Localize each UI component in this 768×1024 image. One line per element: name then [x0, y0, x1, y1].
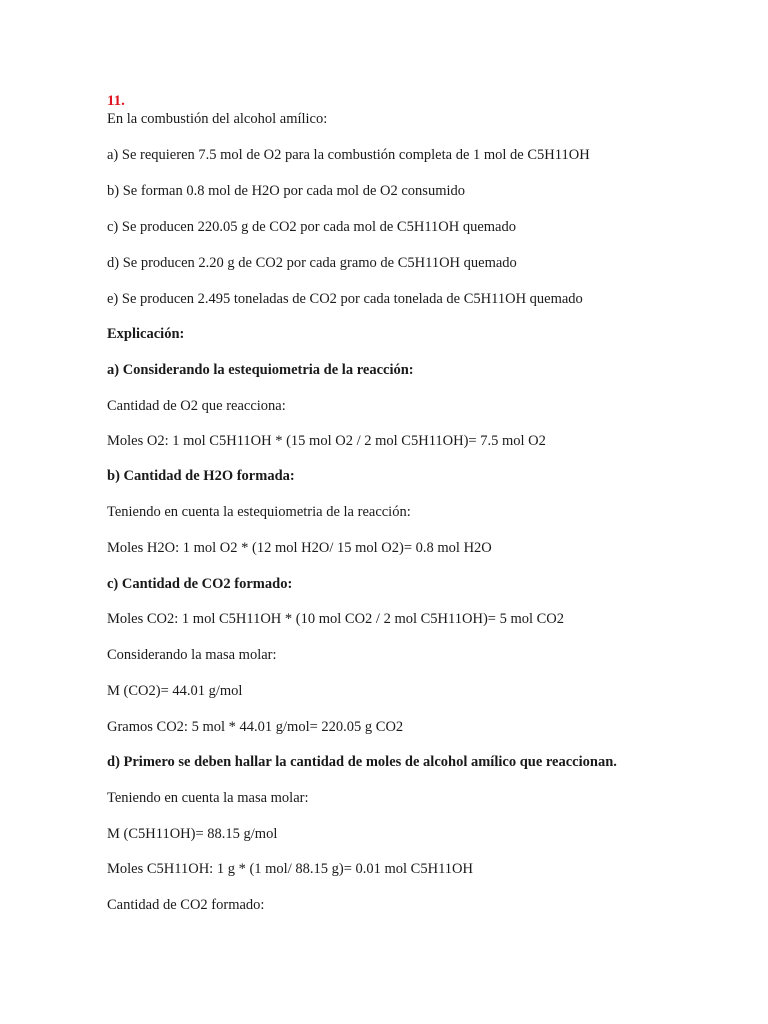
statement-b: b) Se forman 0.8 mol de H2O por cada mol de O2 consumido — [107, 183, 465, 199]
section-c-line: Gramos CO2: 5 mol * 44.01 g/mol= 220.05 g CO2 — [107, 719, 404, 735]
section-c-line: Considerando la masa molar: — [107, 647, 277, 663]
section-d-heading: d) Primero se deben hallar la cantidad de moles de alcohol amílico que reaccionan. — [107, 754, 617, 770]
intro-text: En la combustión del alcohol amílico: — [107, 111, 328, 127]
section-b-line: Moles H2O: 1 mol O2 * (12 mol H2O/ 15 mol O2)= 0.8 mol H2O — [107, 540, 492, 556]
statement-c: c) Se producen 220.05 g de CO2 por cada mol de C5H11OH quemado — [107, 219, 516, 235]
section-d-line: M (C5H11OH)= 88.15 g/mol — [107, 826, 278, 842]
section-a-line: Moles O2: 1 mol C5H11OH * (15 mol O2 / 2 mol C5H11OH)= 7.5 mol O2 — [107, 433, 546, 449]
section-d-line: Cantidad de CO2 formado: — [107, 897, 265, 913]
section-c-heading: c) Cantidad de CO2 formado: — [107, 576, 293, 592]
problem-number: 11. — [107, 93, 125, 109]
explanation-heading: Explicación: — [107, 326, 185, 342]
section-b-heading: b) Cantidad de H2O formada: — [107, 468, 295, 484]
section-c-line: Moles CO2: 1 mol C5H11OH * (10 mol CO2 / 2 mol C5H11OH)= 5 mol CO2 — [107, 611, 565, 627]
section-d-line: Moles C5H11OH: 1 g * (1 mol/ 88.15 g)= 0.01 mol C5H11OH — [107, 861, 473, 877]
section-d-line: Teniendo en cuenta la masa molar: — [107, 790, 309, 806]
section-a-heading: a) Considerando la estequiometria de la reacción: — [107, 362, 414, 378]
section-c-line: M (CO2)= 44.01 g/mol — [107, 683, 243, 699]
statement-a: a) Se requieren 7.5 mol de O2 para la combustión completa de 1 mol de C5H11OH — [107, 147, 590, 163]
section-b-line: Teniendo en cuenta la estequiometria de la reacción: — [107, 504, 411, 520]
section-a-line: Cantidad de O2 que reacciona: — [107, 398, 286, 414]
statement-e: e) Se producen 2.495 toneladas de CO2 por cada tonelada de C5H11OH quemado — [107, 291, 583, 307]
statement-d: d) Se producen 2.20 g de CO2 por cada gramo de C5H11OH quemado — [107, 255, 517, 271]
